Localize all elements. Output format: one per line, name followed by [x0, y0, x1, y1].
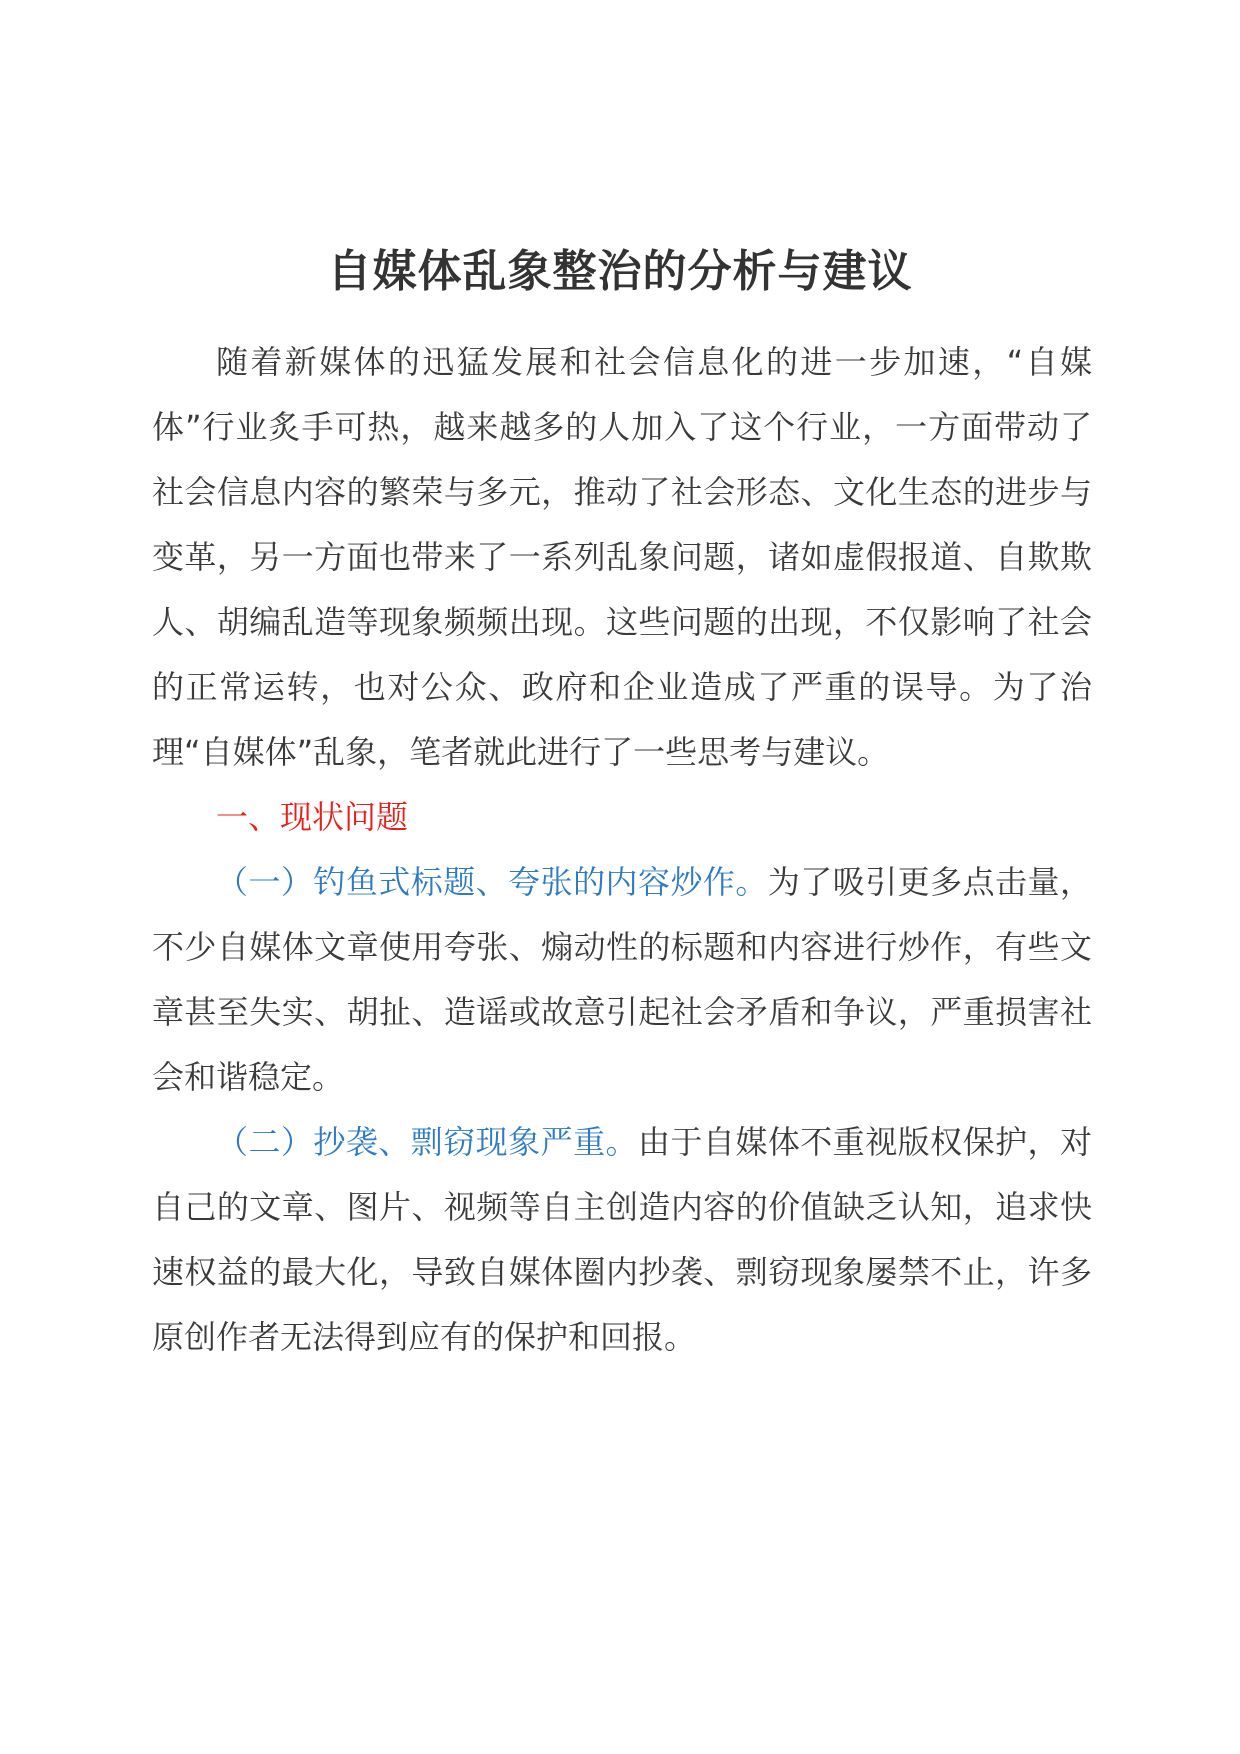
- item-paragraph-2: [152, 1110, 1092, 1370]
- document-body: [152, 330, 1092, 1370]
- item-subheading-2: （二）抄袭、剽窃现象严重。: [216, 1123, 638, 1161]
- item-subheading-1: （一）钓鱼式标题、夸张的内容炒作。: [216, 863, 768, 901]
- intro-paragraph: 随着新媒体的迅猛发展和社会信息化的进一步加速，“自媒体”行业炙手可热，越来越多的人加入了这个行业，一方面带动了社会信息内容的繁荣与多元，推动了社会形态、文化生态的进步与变革，另一方面也带来了一系列乱象问题，诸如虚假报道、自欺欺人、胡编乱造等现象频频出现。这些问题的出现，不仅影响了社会的正常运转，也对公众、政府和企业造成了严重的误导。为了治理“自媒体”乱象，笔者就此进行了一些思考与建议。: [152, 343, 1092, 771]
- section-heading-status: 一、现状问题: [216, 798, 409, 836]
- item-paragraph-1: [152, 850, 1092, 1110]
- item-text-2: 由于自媒体不重视版权保护，对自己的文章、图片、视频等自主创造内容的价值缺乏认知，追求快速权益的最大化，导致自媒体圈内抄袭、剽窃现象屡禁不止，许多原创作者无法得到应有的保护和回报。: [152, 1123, 1092, 1356]
- item-text-1: 为了吸引更多点击量，不少自媒体文章使用夸张、煽动性的标题和内容进行炒作，有些文章甚至失实、胡扯、造谣或故意引起社会矛盾和争议，严重损害社会和谐稳定。: [152, 863, 1092, 1096]
- document-title: 自媒体乱象整治的分析与建议: [327, 246, 913, 297]
